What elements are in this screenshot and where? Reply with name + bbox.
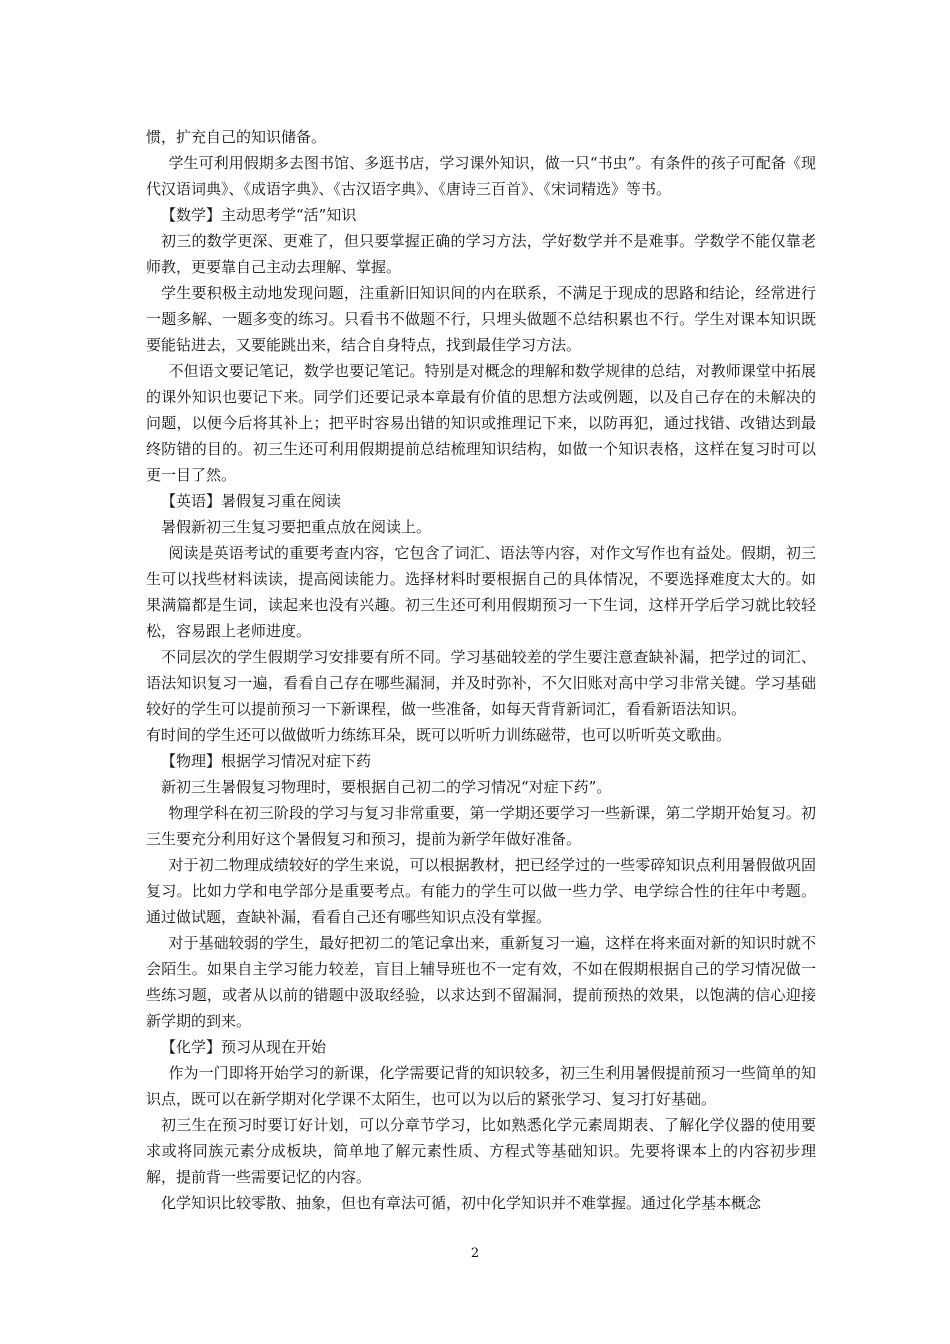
document-body xyxy=(146,124,847,1216)
paragraph: 物理学科在初三阶段的学习与复习非常重要，第一学期还要学习一些新课，第二学期开始复习。初三生要充分利用好这个暑假复习和预习，提前为新学年做好准备。 xyxy=(146,804,816,848)
paragraph: 惯，扩充自己的知识储备。 xyxy=(146,128,327,146)
paragraph: 化学知识比较零散、抽象，但也有章法可循，初中化学知识并不难掌握。通过化学基本概念 xyxy=(161,1194,762,1212)
paragraph: 初三生在预习时要订好计划，可以分章节学习，比如熟悉化学元素周期表、了解化学仪器的使用要 求或将同族元素分成板块，简单地了解元素性质、方程式等基础知识。先要将课本上的内容初步理解，提前背一些需要记忆的内容。 xyxy=(146,1116,847,1186)
paragraph: 对于初二物理成绩较好的学生来说，可以根据教材，把已经学过的一些零碎知识点利用暑假做巩固复习。比如力学和电学部分是重要考点。有能力的学生可以做一些力学、电学综合性的往年中考题。通过做试题，查缺补漏，看看自己还有哪些知识点没有掌握。 xyxy=(146,856,816,926)
paragraph: 暑假新初三生复习要把重点放在阅读上。 xyxy=(161,518,432,536)
page-number: 2 xyxy=(470,1246,480,1261)
paragraph: 学生可利用假期多去图书馆、多逛书店，学习课外知识，做一只“书虫”。有条件的孩子可配备《现代汉语词典》、《成语字典》、《古汉语字典》、《唐诗三百首》、《宋词精选》等书。 xyxy=(146,154,816,198)
paragraph: 作为一门即将开始学习的新课，化学需要记背的知识较多，初三生利用暑假提前预习一些简单的知识点，既可以在新学期对化学课不太陌生，也可以为以后的紧张学习、复习打好基础。 xyxy=(146,1064,816,1108)
paragraph: 初三的数学更深、更难了，但只要掌握正确的学习方法，学好数学并不是难事。学数学不能仅靠老师教，更要靠自己主动去理解、掌握。 xyxy=(146,232,816,276)
section-heading-english: 【英语】暑假复习重在阅读 xyxy=(161,492,342,510)
section-heading-math: 【数学】主动思考学“活”知识 xyxy=(161,206,357,224)
section-heading-physics: 【物理】根据学习情况对症下药 xyxy=(161,752,372,770)
section-heading-chemistry: 【化学】预习从现在开始 xyxy=(161,1038,327,1056)
paragraph: 不同层次的学生假期学习安排要有所不同。学习基础较差的学生要注意查缺补漏，把学过的词汇、语法知识复习一遍，看看自己存在哪些漏洞，并及时弥补，不欠旧账对高中学习非常关键。学习基础较好的学生可以提前预习一下新课程，做一些准备，如每天背背新词汇，看看新语法知识。 xyxy=(146,648,816,718)
paragraph: 不但语文要记笔记，数学也要记笔记。特别是对概念的理解和数学规律的总结，对教师课堂中拓展的课外知识也要记下来。同学们还要记录本章最有价值的思想方法或例题，以及自己存在的未解决的问题，以便今后将其补上；把平时容易出错的知识或推理记下来，以防再犯，通过找错、改错达到最终防错的目的。初三生还可利用假期提前总结梳理知识结构，如做一个知识表格，这样在复习时可以更一目了然。 xyxy=(146,362,816,484)
paragraph: 有时间的学生还可以做做听力练练耳朵，既可以听听力训练磁带，也可以听听英文歌曲。 xyxy=(146,726,732,744)
paragraph: 对于基础较弱的学生，最好把初二的笔记拿出来，重新复习一遍，这样在将来面对新的知识时就不会陌生。如果自主学习能力较差，盲目上辅导班也不一定有效，不如在假期根据自己的学习情况做一些练习题，或者从以前的错题中汲取经验，以求达到不留漏洞，提前预热的效果，以饱满的信心迎接新学期的到来。 xyxy=(146,934,816,1030)
paragraph: 学生要积极主动地发现问题，注重新旧知识间的内在联系，不满足于现成的思路和结论，经常进行一题多解、一题多变的练习。只看书不做题不行，只埋头做题不总结积累也不行。学生对课本知识既要能钻进去，又要能跳出来，结合自身特点，找到最佳学习方法。 xyxy=(146,284,816,354)
paragraph: 阅读是英语考试的重要考查内容，它包含了词汇、语法等内容，对作文写作也有益处。假期，初三生可以找些材料读读，提高阅读能力。选择材料时要根据自己的具体情况，不要选择难度太大的。如果满篇都是生词，读起来也没有兴趣。初三生还可利用假期预习一下生词，这样开学后学习就比较轻松，容易跟上老师进度。 xyxy=(146,544,816,640)
paragraph: 新初三生暑假复习物理时，要根据自己初二的学习情况“对症下药”。 xyxy=(161,778,612,796)
